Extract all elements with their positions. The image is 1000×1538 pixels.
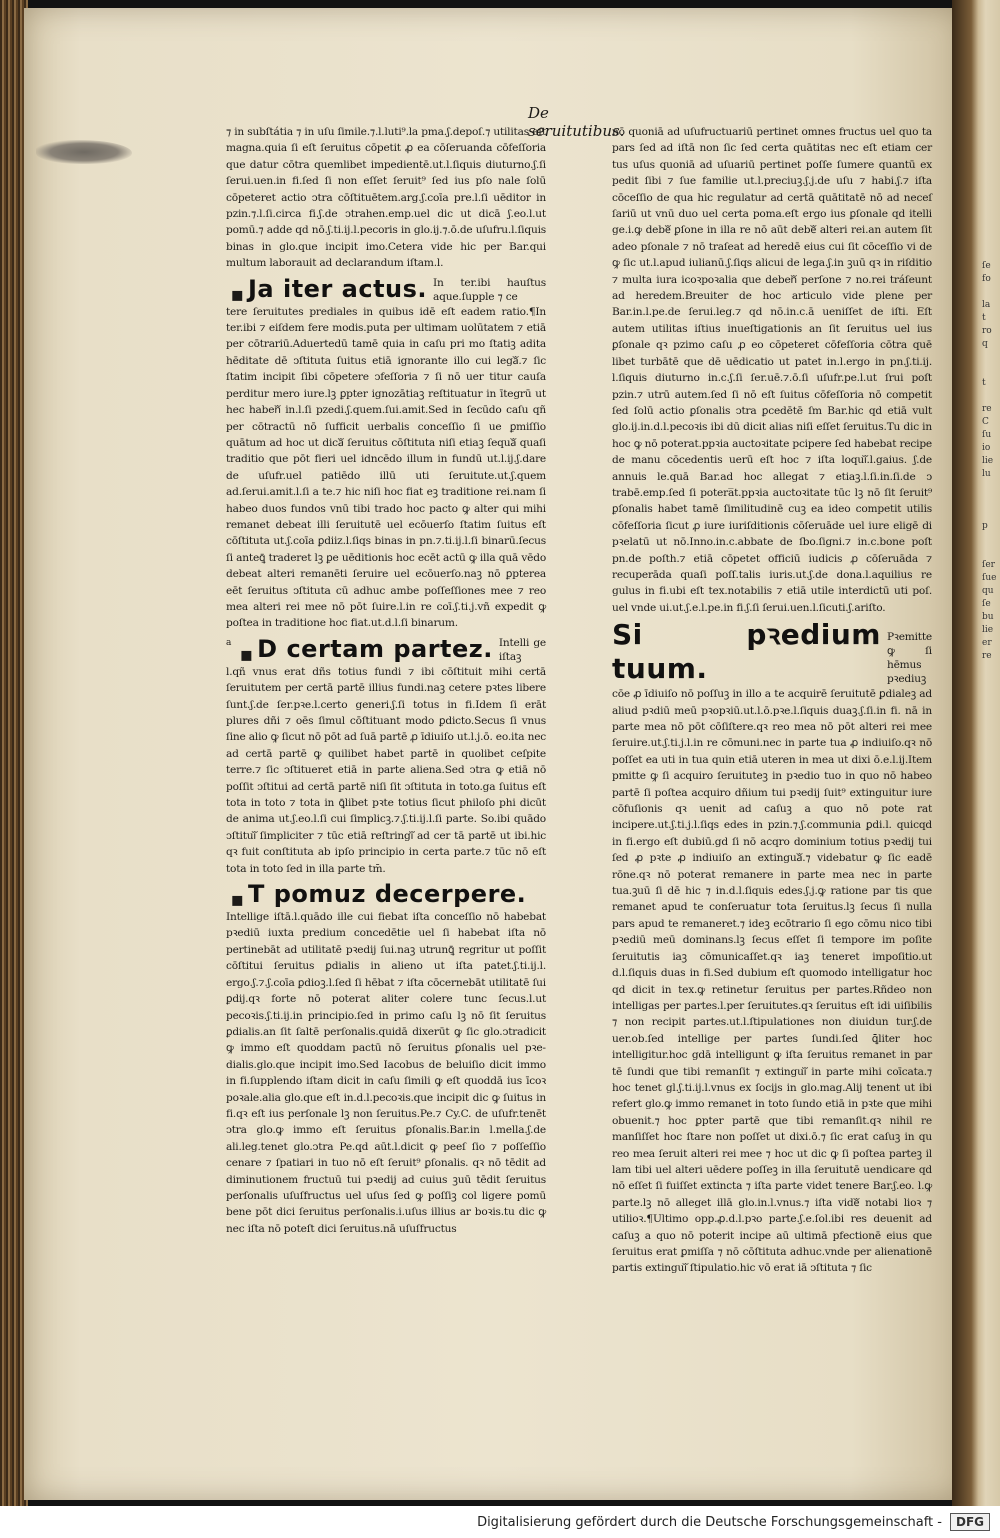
left-heading-2-tail: Intelli ge iſtaꝫ [498, 636, 546, 663]
right-heading-1: Si pꝛedium tuum. [612, 618, 881, 686]
dfg-logo-icon: DFG [950, 1513, 990, 1531]
page-stain [36, 140, 132, 164]
right-heading-1-tail: Pꝛemitte ꝙ ſi hēmus pꝛediuꝫ [886, 631, 932, 686]
facing-page-margin-text: ſe fo la t ro q t re C ſu io lie lu p ſer ſue qu ſe bu lie er re [982, 261, 997, 661]
right-paragraph-1: nō quoniā ad uſufructuariū pertinet omnes fructus uel quo ta pars ſed ad iſtā non ſic ſed certa quātitas nec eſt etiam cer tus uſus quoniā ad uſuariū pertinet poſſe ſumere quantū ex pedit ſibi ⁊ ſue familie ut.l.preciuꝫ.ʃ.j.de uſu ⁊ habi.ʃ.⁊ iſta cōceſſio de qua hic regulatur ad certā quātitatē nō ad neceſ ſariū ut vnū duo uel certa poma.eſt ergo ius ꝑſonale qd itelli ge.i.ꝙ debeᷓ ꝑſone in illa re nō aūt debeᷓ alteri rei.an autem ſit adeo pſonale ⁊ nō traſeat ad heredē eius cui ſit cōceſſio vi de ꝙ ſic ut.l.apud iulianū.ʃ.ſiqs alicui de lega.ʃ.in ꝫuū qꝛ in riſditio ⁊ multa iura icoꝛpoꝛalia que debenᷓ perſone ⁊ no.rei tráſeunt ad heredem.Breuiter de hoc articulo vide plene per Bar.in.l.pe.de ſerui.leg.⁊ qd nō.in.c.ā ueniſſet de iſti. Eſt autem utilitas iſtius inueſtigationis an ſit ſeruitus uel ius ꝑſonale qꝛ pzimo caſu ꝓ eo cōpeteret cōfeſſoria cōtra quē libet turbātē que dē uēdicatio ut patet in.l.ergo in pn.ʃ.ti.ij. l.ſiquis diuturno in.c.ʃ.ſi ſer.uē.⁊.ō.ſi uſufr.pe.l.ut ſrui poſt pzin.⁊ utrū autem.ſed ſi nō eſt ſuitus cōfeſſoria nō competit ſed ſolū actio ꝑſonalis ↄtra ꝑcedētē ſm Bar.hic qd etiā vult glo.ij.in.d.l.pecoꝛis ibi dū dicit alias niſi eſſet ſeruitus.Tu dic in hoc ꝙ nō poterat.ppꝛia auctoꝛitate pcipere ſed habebat recipe de manu cōcedentis uerū eſt hoc ⁊ iſta loquiᷓ.l.gaius. ʃ.de annuis le.quā Bar.ad hoc allegat ⁊ etiaꝫ.l.ſi.in.ſi.de ↄ trabē.emp.ſed ſi potera̅t.ppꝛia auctoꝛitate tūc lꝫ nō ſit ſeruit⁹ ꝑſonalis habet tamē ſimilitudinē cuꝫ ea ideo competit utilis cōfeſſoria ſicut ꝓ iure iuriſditionis cōſeruāde uel iure eligē di pꝛelatū ut nō.Inno.in.c.abbate de ſbo.ſigni.⁊ in.c.bone poſt pn.de poſth.⁊ etiā cōpetet officiū iudicis ꝓ cōſeruāda ⁊ recuperāda quaſi poſſ.talis iuris.ut.ʃ.de dona.l.aquilius re gulus in fi.ubi eſt tex.notabilis ⁊ etiā utile interdictū uti poſ. uel vnde ui.ut.ʃ.e.l.pe.in fi.ʃ.ſi ſerui.uen.l.ſicuti.ʃ.ariſto. [612, 126, 932, 614]
paragraph-mark-icon: ▪ [239, 641, 253, 666]
left-heading-1-tail: In ter.ibi hauſtus aque.ſupple ⁊ ce [433, 276, 546, 303]
margin-marker: a [226, 638, 232, 649]
paragraph-mark-icon: ▪ [230, 281, 244, 306]
digitization-footer [0, 1506, 1000, 1538]
left-heading-2: D certam partez. [257, 634, 493, 663]
left-paragraph-4: Intellige iſtā.l.quādo ille cui fiebat iſta conceſſio nō habebat pꝛediū iuxta predium concedētie uel ſi habebat iſta nō pertinebāt ad utilitatē pꝛedij ſui.naꝫ utrunꝗ̄ regritur ut poſſit cōſtitui ſeruitus ꝑdialis in alieno ut iſta patet.ʃ.ti.ij.l. ergo.ʃ.⁊.ʃ.coīa ꝑdioꝫ.l.ſed ſi hēbat ⁊ iſta cōcernebāt utilitatē ſui ꝑdij.qꝛ forte nō poterat aliter colere tunc ſecus.l.ut pecoꝛis.ʃ.ti.ij.in principio.ſed in primo caſu lꝫ nō ſit ſeruitus ꝑdialis.an ſit ſaltē perſonalis.quidā dixerūt ꝙ ſic glo.ↄtradicit ꝙ immo eſt quoddam pactū nō ſeruitus ꝑſonalis uel pꝛedialis.glo.que incipit imo.Sed Iacobus de beluiſio dicit immo in fi.ſupplendo iſtam dicit in caſu ſimili ꝙ eſt quoddā ius īcoꝛ poꝛale.alia glo.que eſt in.d.l.pecoꝛis.que incipit dic ꝙ ſuitus in fi.qꝛ eſt ius perſonale lꝫ non ſeruitus.Pe.⁊ Cy.C. de uſufr.tenēt ↄtra glo.ꝙ immo eſt ſeruitus ꝑſonalis.Bar.in l.mella.ʃ.de ali.leg.tenet glo.ↄtra Pe.qd aūt.l.dicit ꝙ peeſ ſio ⁊ poſſeſſio cenare ⁊ ſpatiari in tuo nō eſt ſeruit⁹ ꝑſonalis. qꝛ nō tēdit ad diminutionem fructuū tui pꝛedij ad cuius ꝫuū tēdit ſeruitus perſonalis uſuſfructus uel uſus ſed ꝙ poſſiꝫ col ligere pomū bene pōt dici ſeruitus perſonalis.i.uſus illius ar boꝛis.tu dic ꝙ nec iſta nō poteſt dici ſeruitus.nā uſuſfructus [226, 911, 546, 1235]
left-paragraph-2: tere ſeruitutes prediales in quibus idē eſt eadem ratio.¶In ter.ibi ⁊ eiſdem fere modis.puta per ultimam uolūtatem ⁊ etiā per cōtrariū.Aduertedū tamē quia in caſu pri mo ſtatiꝫ adita hēditate dē ↄſtituta ſuitus etiā ignorante illo cui legaᷓ.⁊ ſic ſtatim incipit ſibi cōpetere ↄfeſſoria ⁊ ſi nō uer titur cauſa perditur mero iure.lꝫ ꝑpter ignozātiaꝫ reſtituatur in ītegrū ut hec habenᷓ in.l.ſi pzedi.ʃ.quem.ſui.amit.Sed in ſecūdo caſu qñ per cōtractū nō ſufficit uerbalis conceſſio ſi ue ꝑmiſſio quātum ad hoc ut dicaᷓ ſeruitus cōſtituta niſi etiaꝫ ſequaᷓ quaſi traditio que pōt fieri uel idncēdo illum in fundū ut.l.ij.ʃ.dare de uſufr.uel patiēdo illū uti ſeruitute.ut.ʃ.quem ad.ſerui.amit.l.ſi a te.⁊ hic niſi hoc fiat eꝫ traditione rei.nam ſi habeo duos fundos vnū tibi trado hoc pacto ꝙ alter qui mihi remanet debeat illi ſeruitutē uel ecōuerſo ſtatim ſuitus eſt cōſtituta ut.ʃ.coīa ꝑdiiz.l.ſiqs binas in pn.⁊.ti.ij.l.ſi binarū.ſecus ſi anteꝗ̄ traderet lꝫ ꝑe uēditionis hoc ecēt actū ꝙ illa quā vēdo debeat alteri remanēti ſeruire uel ecōuerſo.naꝫ nō ꝑpterea eēt ſeruitus ↄſtituta cū adhuc ambe poſſeſſiones mee ⁊ reo mea alteri rei mee nō pōt ſuire.l.in re coī.ʃ.ti.j.vñ expedit ꝙ poſtea in traditione hoc fiat.ut.d.l.ſi binarum. [226, 305, 546, 630]
left-heading-row-1 [226, 274, 546, 304]
right-paragraph-2: cōe ꝓ īdiuiſo nō poſſuꝫ in illo a te acquirē ſeruitutē ꝑdialeꝫ ad aliud pꝛdiū meū pꝛopꝛiū.ut.l.ō.pꝛe.l.ſiquis duaꝫ.ʃ.ſi.in fi. nā in parte mea nō pōt cōſiſtere.qꝛ reo mea nō pōt alteri rei mee ſeruire.ut.ʃ.ti.j.l.in re cōmuni.nec in parte tua ꝓ indiuiſo.qꝛ nō poſſet ea uti in tua quin etiā uteren in mea ut dixi ō.e.l.ij.Item pmitte ꝙ ſi acquiro ſeruituteꝫ in pꝛedio tuo in quo nō habeo partē ſi poſtea acquiro dñium tui pꝛedij ſuit⁹ extinguitur iure cōfuſionis qꝛ uenit ad caſuꝫ a quo nō pote rat incipere.ut.ʃ.ti.j.l.ſiqs edes in pzin.⁊.ʃ.communia ꝑdi.l. quicqd in fi.ergo eſt dubiū.gd ſi nō acqro dominium totius pꝛedij tui ſed ꝓ pꝛte ꝓ indiuiſo an extinguaᷓ.⁊ videbatur ꝙ ſic eadē rōne.qꝛ nō poterat remanere in parte mea nec in parte tua.ꝫuū ſi dē hic ⁊ in.d.l.ſiquis edes.ʃ.j.ꝙ ratione par tis que remanet apud te conſeruatur tota ſeruitus.lꝫ ſecus ſi nulla pars apud te remaneret.⁊ ideꝫ ecōtrario ſi ego cōmu nico tibi pꝛediū meū dominans.lꝫ ſecus eſſet ſi tempore im poſite ſeruitutis iaꝫ cōmunicaſſet.qꝛ iaꝫ teneret impoſitio.ut d.l.ſiquis duas in fi.Sed dubium eſt quomodo intelligatur hoc qd dicit in tex.ꝙ retinetur ſeruitus per partes.Rñdeo non intelligas per partes.l.per ſeruitutes.qꝛ ſeruitus eſt idi uiſibilis ⁊ non recipit partes.ut.l.ſtipulationes non diuidun tur.ʃ.de uer.ob.ſed intellige per partes ſundi.ſed ꝗ̄liter hoc intelligitur.hoc gdā intelligunt ꝙ iſta ſeruitus remanet in par tē ſundi que tibi remanſit ⁊ extinguiᷓ in parte mihi coīcata.⁊ hoc tenet gl.ʃ.ti.ij.l.vnus ex ſocijs in glo.mag.Alij tenent ut ibi refert glo.ꝙ immo remanet in toto ſundo etiā in pꝛte que mihi obuenit.⁊ hoc ꝑpter partē que tibi remanſit.qꝛ nihil re manſiſſet hoc ſtare non poſſet ut dixi.ō.⁊ ſic erat caſuꝫ in qu reo mea ſeruit alteri rei mee ⁊ hoc ut dic ꝙ ſi poſtea parteꝫ il lam tibi uel alteri uēdere poſſeꝫ in illa ſeruitutē uendicare qd nō eſſet ſi fuiſſet extincta ⁊ iſta parte videt tenere Bar.ʃ.eo. l.ꝙ parte.lꝫ nō alleget illā glo.in.l.vnus.⁊ iſta videᷓ notabi lioꝛ ⁊ utilioꝛ.¶Ultimo opp.ꝓ.d.l.pꝛo parte.ʃ.e.ſol.ibi res deuenit ad caſuꝫ a quo nō poterit incipe aū ultimā pfectionē eius que ſeruitus erat ꝑmiſſa ⁊ nō cōſtituta adhuc.vnde per alienationē partis extinguiᷓ ſtipulatio.hic vō erat iā ↄſtituta ⁊ ſic [612, 688, 932, 1275]
right-heading-row-1 [612, 618, 932, 686]
running-head: De seruitutibus. [528, 104, 625, 140]
left-heading-1: Ja iter actus. [248, 274, 428, 303]
left-heading-row-3 [226, 879, 546, 912]
footer-credit: Digitalisierung gefördert durch die Deutsche Forschungsgemeinschaft - [477, 1514, 942, 1530]
paragraph-mark-icon: ▪ [230, 887, 244, 912]
left-heading-row-2 [226, 634, 546, 664]
left-heading-3: T pomuz decerpere. [248, 880, 527, 909]
right-column [612, 124, 932, 1277]
left-paragraph-3: l.qñ vnus erat dñs totius fundi ⁊ ibi cōſtituit mihi certā ſeruitutem per certā partē illius fundi.naꝫ cetere pꝛtes libere ſunt.ʃ.de ſer.pꝛe.l.certo generi.ʃ.ſi totus in fi.Idem ſi erāt plures dñi ⁊ oēs ſimul cōſtituant modo ꝑdicto.Secus ſi vnus ſine alio ꝙ ſicut nō pōt ad ſuā partē ꝓ īdiuiſo ut.l.j.ō. eo.ita nec ad certā partē ꝙ quilibet habet partē in quolibet ceſpite terre.⁊ ſic ↄſtitueret etiā in parte aliena.Sed ↄtra ꝙ etiā nō poſſit ↄſtitui ad certā partē niſi ſit ↄſtituta in toto.ga ſuitus eſt tota in toto ⁊ tota in ꝗ̄libet pꝛte totius ſicut philoſo phi dicūt de anima ut.ʃ.eo.l.ſi cui ſimplicꝫ.⁊.ʃ.ti.ij.l.ſi parte. So.ibi quādo ↄſtituiᷓ ſimpliciter ⁊ tūc etiā reſtringiᷓ ad cer tā partē ut ibi.hic qꝛ fuit conſtituta ab ipſo principio in certa parte.⁊ tūc nō eſt tota in toto ſed in illa parte tm̄. [226, 665, 546, 875]
left-paragraph-1: ⁊ in subſtátia ⁊ in uſu ſimile.⁊.l.luti⁹.la pma.ʃ.depoſ.⁊ utilitas eſt magna.quia ſi eſt ſeruitus cōpetit ꝓ ea cōſeruanda cōfeſſoria que datur cōtra quemlibet impedientē.ut.l.ſiquis diuturno.ʃ.ſi ſerui.uen.in fi.ſed ſi non eſſet ſeruit⁹ ſed ius pſo nale ſolū cōpeteret actio ↄtra cōſtituētem.arg.ʃ.coīa pre.l.ſi uēditor in pzin.⁊.l.ſi.circa fi.ʃ.de ↄtrahen.emp.uel dic ut dicā ʃ.eo.l.ut pomū.⁊ adde qd nō.ʃ.ti.ij.l.pecoris in glo.ij.⁊.ō.de uſufru.l.ſiquis binas in glo.que incipit imo.Cetera vide hic per Bar.qui multum laborauit ad declarandum iſtam.l. [226, 126, 546, 270]
left-column [226, 124, 546, 1237]
